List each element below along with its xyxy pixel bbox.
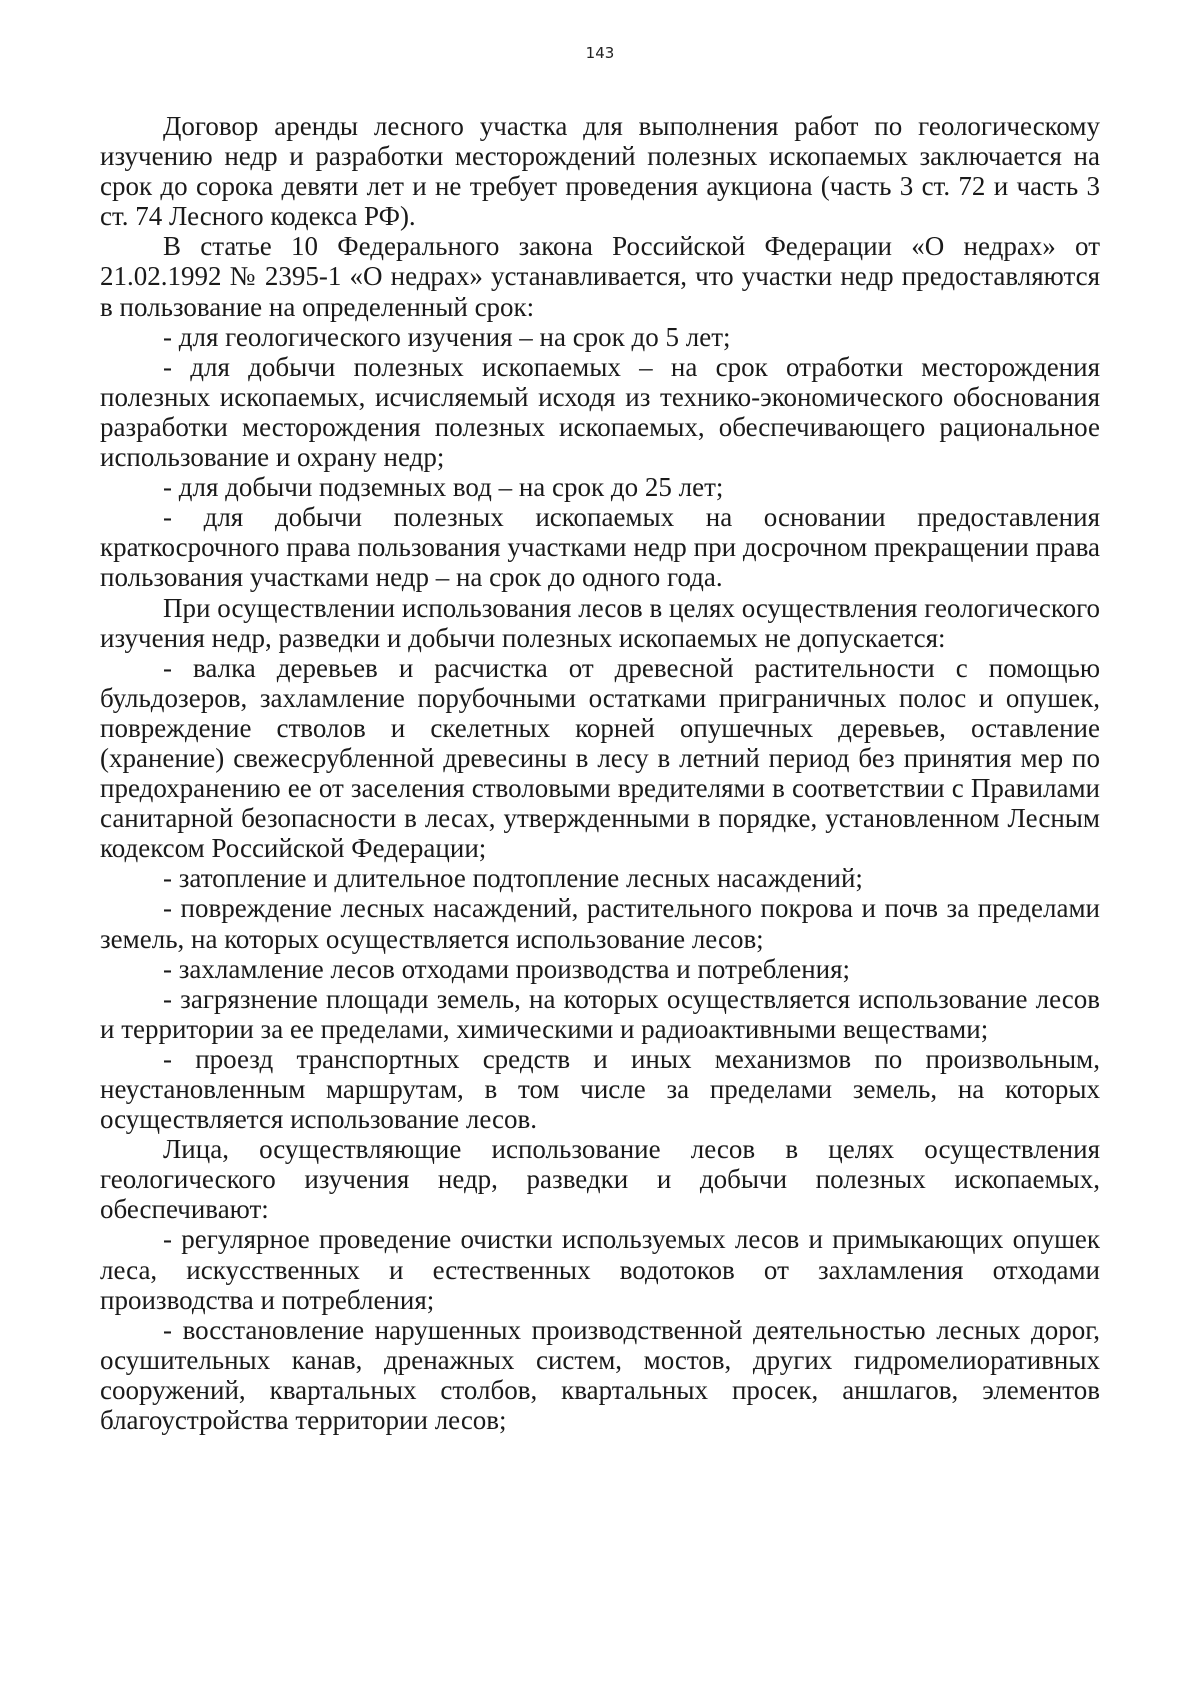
list-item-cleaning: - регулярное проведение очистки используемых лесов и примыкающих опушек леса, искусственных и естественных водотоков от захламления отходами производства и потребления;: [100, 1224, 1100, 1315]
paragraph-subsoil-law: В статье 10 Федерального закона Российской Федерации «О недрах» от 21.02.1992 № 2395-1 «О недрах» устанавливается, что участки недр предоставляются в пользование на определенный срок:: [100, 231, 1100, 322]
paragraph-obligations-intro: Лица, осуществляющие использование лесов в целях осуществления геологического изучения недр, разведки и добычи полезных ископаемых, обеспечивают:: [100, 1134, 1100, 1225]
list-item-flooding: - затопление и длительное подтопление лесных насаждений;: [163, 863, 863, 894]
list-item-mineral-extraction: - для добычи полезных ископаемых – на срок отработки месторождения полезных ископаемых, исчисляемый исходя из технико-экономического обоснования разработки месторождения полезных ископаемых, обеспечивающего рациональное использование и охрану недр;: [100, 351, 1100, 473]
list-item-tree-felling: - валка деревьев и расчистка от древесной растительности с помощью бульдозеров, захламление порубочными остатками приграничных полос и опушек, повреждение стволов и скелетных корней опушечных деревьев, оставление (хранение) свежесрубленной древесины в лесу в летний период без принятия мер по предохранению ее от заселения стволовыми вредителями в соответствии с Правилами санитарной безопасности в лесах, утвержденными в порядке, установленном Лесным кодексом Российской Федерации;: [100, 652, 1100, 864]
paragraph-prohibited-intro: При осуществлении использования лесов в целях осуществления геологического изучения недр, разведки и добычи полезных ископаемых не допускается:: [100, 592, 1100, 653]
paragraph-lease-term: Договор аренды лесного участка для выполнения работ по геологическому изучению недр и разработки месторождений полезных ископаемых заключается на срок до сорока девяти лет и не требует проведения аукциона (часть 3 ст. 72 и часть 3 ст. 74 Лесного кодекса РФ).: [100, 111, 1100, 232]
list-item-groundwater: - для добычи подземных вод – на срок до 25 лет;: [163, 472, 724, 503]
page-number: 143: [585, 44, 615, 62]
list-item-short-term-right: - для добычи полезных ископаемых на основании предоставления краткосрочного права пользования участками недр при досрочном прекращении права пользования участками недр – на срок до одного года.: [100, 502, 1100, 593]
body-text: [100, 111, 1100, 1435]
list-item-vegetation-damage: - повреждение лесных насаждений, растительного покрова и почв за пределами земель, на которых осуществляется использование лесов;: [100, 893, 1100, 954]
list-item-restoration: - восстановление нарушенных производственной деятельностью лесных дорог, осушительных канав, дренажных систем, мостов, других гидромелиоративных сооружений, квартальных столбов, квартальных просек, аншлагов, элементов благоустройства территории лесов;: [100, 1314, 1100, 1436]
list-item-pollution: - загрязнение площади земель, на которых осуществляется использование лесов и территории за ее пределами, химическими и радиоактивными веществами;: [100, 983, 1100, 1044]
list-item-waste-littering: - захламление лесов отходами производства и потребления;: [163, 953, 851, 984]
list-item-vehicle-travel: - проезд транспортных средств и иных механизмов по произвольным, неустановленным маршрутам, в том числе за пределами земель, на которых осуществляется использование лесов.: [100, 1043, 1100, 1135]
list-item-geological-study: - для геологического изучения – на срок до 5 лет;: [163, 321, 731, 352]
